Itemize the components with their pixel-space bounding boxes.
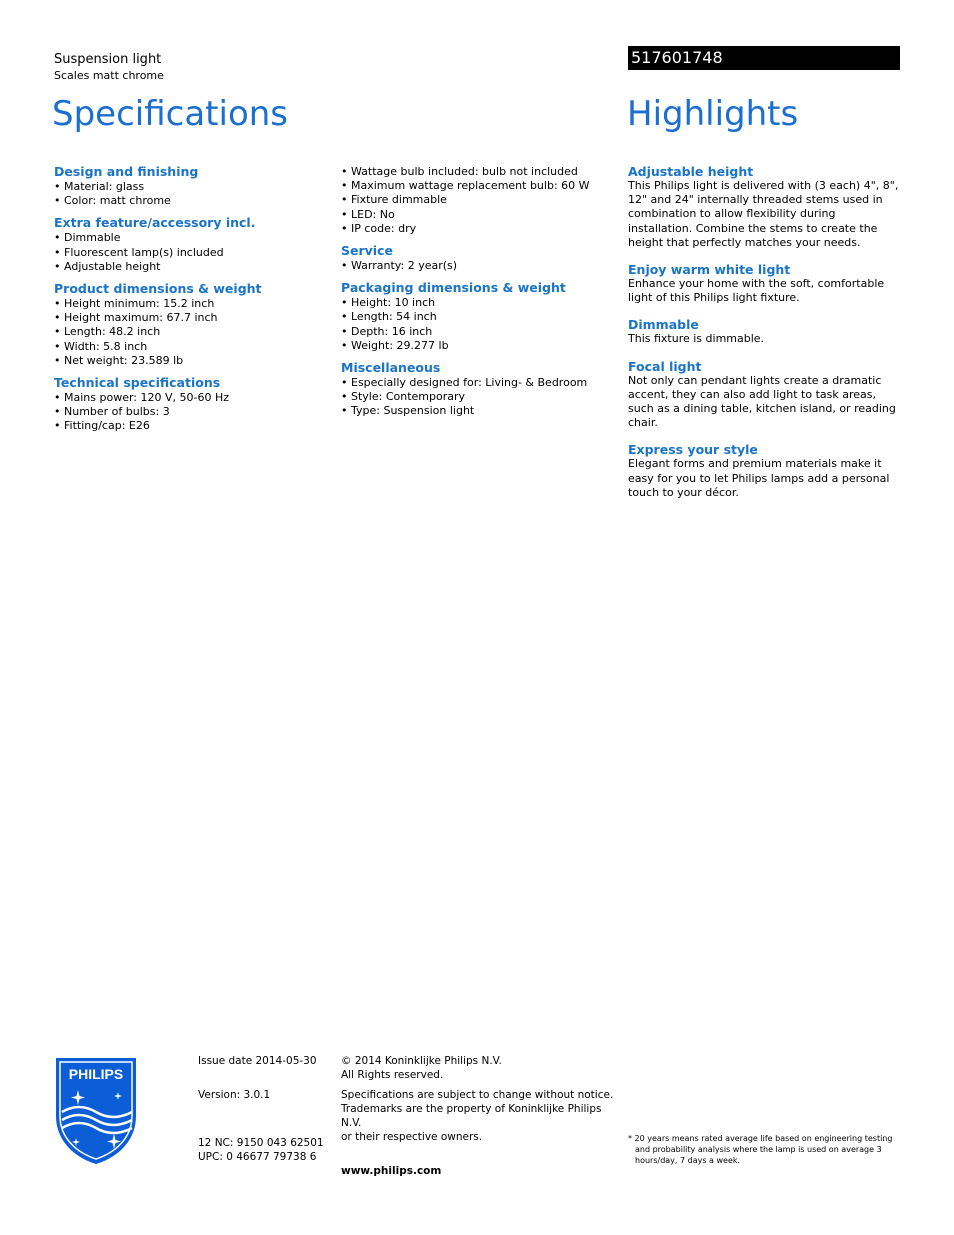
highlight-title: Express your style: [628, 442, 758, 458]
spec-item: • Maximum wattage replacement bulb: 60 W: [341, 179, 621, 193]
spec-section: [54, 215, 334, 274]
spec-item: • LED: No: [341, 208, 621, 222]
specifications-title: Specifications: [52, 94, 289, 134]
spec-item: • IP code: dry: [341, 222, 621, 236]
specs-column-right: [341, 165, 621, 426]
footnote: * 20 years means rated average life based on engineering testing and probability analysis where the lamp is used on average 3 hours/day, 7 days a week.: [628, 1134, 893, 1165]
spec-section-title: Service: [341, 243, 393, 259]
logo-wordmark: PHILIPS: [68, 1066, 124, 1082]
spec-item: • Wattage bulb included: bulb not included: [341, 165, 621, 179]
spec-item: • Number of bulbs: 3: [54, 405, 334, 419]
spec-item: • Fluorescent lamp(s) included: [54, 246, 334, 260]
spec-section: [341, 165, 621, 236]
spec-item: • Length: 48.2 inch: [54, 325, 334, 339]
nc-code: 12 NC: 9150 043 62501: [198, 1137, 324, 1149]
website-link[interactable]: www.philips.com: [341, 1165, 442, 1177]
issue-date: Issue date 2014-05-30: [198, 1055, 317, 1067]
highlight-text: This Philips light is delivered with (3 each) 4", 8", 12" and 24" internally threaded stems used in combination to allow flexibility during installation. Combine the stems to create the height that perfectly matches your needs.: [628, 179, 899, 249]
highlight-title: Focal light: [628, 358, 702, 374]
spec-item: • Warranty: 2 year(s): [341, 259, 621, 273]
highlight-title: Adjustable height: [628, 164, 754, 179]
spec-item: • Color: matt chrome: [54, 194, 334, 208]
highlight-title: Dimmable: [628, 317, 699, 333]
spec-section-title: Miscellaneous: [341, 360, 441, 376]
highlight-text: This fixture is dimmable.: [628, 332, 765, 346]
highlights-column: [628, 165, 900, 513]
spec-section: [54, 164, 334, 208]
spec-item: • Style: Contemporary: [341, 390, 621, 404]
footer-meta: [198, 1054, 328, 1164]
spec-item: • Fitting/cap: E26: [54, 419, 334, 433]
product-code: 517601748: [628, 46, 900, 70]
footer-legal: [341, 1054, 621, 1178]
spec-section-title: Design and finishing: [54, 164, 199, 179]
spec-item: • Type: Suspension light: [341, 404, 621, 418]
highlights-title: Highlights: [627, 94, 799, 134]
version: Version: 3.0.1: [198, 1089, 271, 1101]
spec-item: • Height minimum: 15.2 inch: [54, 297, 334, 311]
spec-item: • Height: 10 inch: [341, 296, 621, 310]
spec-section-title: Packaging dimensions & weight: [341, 280, 566, 296]
spec-item: • Mains power: 120 V, 50-60 Hz: [54, 391, 334, 405]
spec-section: [54, 281, 334, 368]
spec-item: • Dimmable: [54, 231, 334, 245]
spec-item: • Fixture dimmable: [341, 193, 621, 207]
spec-item: • Adjustable height: [54, 260, 334, 274]
disclaimer: Specifications are subject to change without notice. Trademarks are the property of Koninklijke Philips N.V. or their respective owners.: [341, 1089, 614, 1143]
philips-logo: [54, 1054, 138, 1166]
highlight-text: Not only can pendant lights create a dramatic accent, they can also add light to task areas, such as a dining table, kitchen island, or reading chair.: [628, 373, 896, 430]
spec-item: • Length: 54 inch: [341, 310, 621, 324]
spec-item: • Weight: 29.277 lb: [341, 339, 621, 353]
highlight-title: Enjoy warm white light: [628, 262, 791, 278]
spec-item: • Net weight: 23.589 lb: [54, 354, 334, 368]
spec-section: [341, 243, 621, 273]
spec-section-title: Technical specifications: [54, 375, 221, 391]
spec-item: • Height maximum: 67.7 inch: [54, 311, 334, 325]
copyright: © 2014 Koninklijke Philips N.V. All Rights reserved.: [341, 1055, 502, 1081]
spec-section-title: Extra feature/accessory incl.: [54, 215, 256, 231]
spec-section: [54, 375, 334, 434]
spec-item: • Width: 5.8 inch: [54, 340, 334, 354]
product-name: Suspension light: [54, 52, 162, 67]
highlight-text: Elegant forms and premium materials make it easy for you to let Philips lamps add a personal touch to your décor.: [628, 457, 890, 499]
highlight-text: Enhance your home with the soft, comfortable light of this Philips light fixture.: [628, 277, 885, 305]
spec-item: • Especially designed for: Living- & Bedroom: [341, 376, 621, 390]
spec-section: [341, 360, 621, 419]
specs-column-left: [54, 164, 334, 441]
spec-item: • Depth: 16 inch: [341, 325, 621, 339]
spec-section-title: Product dimensions & weight: [54, 281, 262, 297]
product-variant: Scales matt chrome: [54, 69, 164, 82]
upc-code: UPC: 0 46677 79738 6: [198, 1151, 317, 1163]
spec-section: [341, 280, 621, 353]
spec-item: • Material: glass: [54, 180, 334, 194]
